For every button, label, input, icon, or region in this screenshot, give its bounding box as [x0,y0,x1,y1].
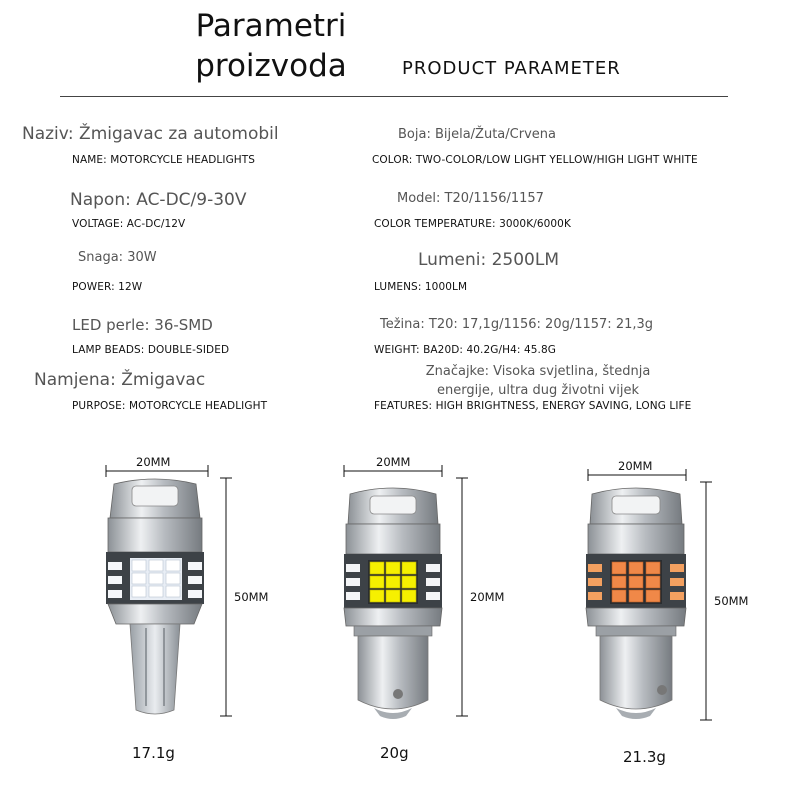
param-name-english: NAME: MOTORCYCLE HEADLIGHTS [72,154,256,166]
page-title-local: Parametri proizvoda [195,8,347,84]
param-name-local: Naziv: Žmigavac za automobil [22,124,279,144]
param-beads-english: LAMP BEADS: DOUBLE-SIDED [72,344,230,356]
bulb-1-height-label: 50MM [234,590,269,604]
bulb-3-height-label: 50MM [714,594,749,608]
param-purpose-local: Namjena: Žmigavac [34,370,206,390]
param-color-local: Boja: Bijela/Žuta/Crvena [398,127,556,142]
bulb-3-width-label: 20MM [618,459,653,473]
bulb-3-weight: 21.3g [623,748,666,766]
bulb-2-width-label: 20MM [376,455,411,469]
bulb-1-weight: 17.1g [132,744,175,762]
param-weight-english: WEIGHT: BA20D: 40.2G/H4: 45.8G [374,344,557,356]
param-power-local: Snaga: 30W [78,250,157,265]
param-voltage-english: VOLTAGE: AC-DC/12V [72,218,186,230]
param-weight-local: Težina: T20: 17,1g/1156: 20g/1157: 21,3g [380,317,654,332]
param-power-english: POWER: 12W [72,281,143,293]
param-model-local: Model: T20/1156/1157 [397,191,544,206]
param-color-temperature-english: COLOR TEMPERATURE: 3000K/6000K [374,218,571,230]
param-features-local-line1: Značajke: Visoka svjetlina, štednja [425,364,651,379]
param-beads-local: LED perle: 36-SMD [72,316,213,334]
param-color-english: COLOR: TWO-COLOR/LOW LIGHT YELLOW/HIGH LIGHT WHITE [372,154,698,166]
bulb-1157-image [582,486,690,724]
param-voltage-local: Napon: AC-DC/9-30V [70,190,247,210]
bulb-1-width-label: 20MM [136,455,171,469]
param-purpose-english: PURPOSE: MOTORCYCLE HEADLIGHT [72,400,268,412]
param-features-local-line2: energije, ultra dug životni vijek [437,383,639,398]
param-lumens-local: Lumeni: 2500LM [418,250,559,270]
param-lumens-english: LUMENS: 1000LM [374,281,468,293]
param-features-english: FEATURES: HIGH BRIGHTNESS, ENERGY SAVING, LONG LIFE [374,400,692,412]
bulb-2-height-label: 20MM [470,590,505,604]
page-title-english: PRODUCT PARAMETER [402,58,621,79]
bulb-2-weight: 20g [380,744,409,762]
